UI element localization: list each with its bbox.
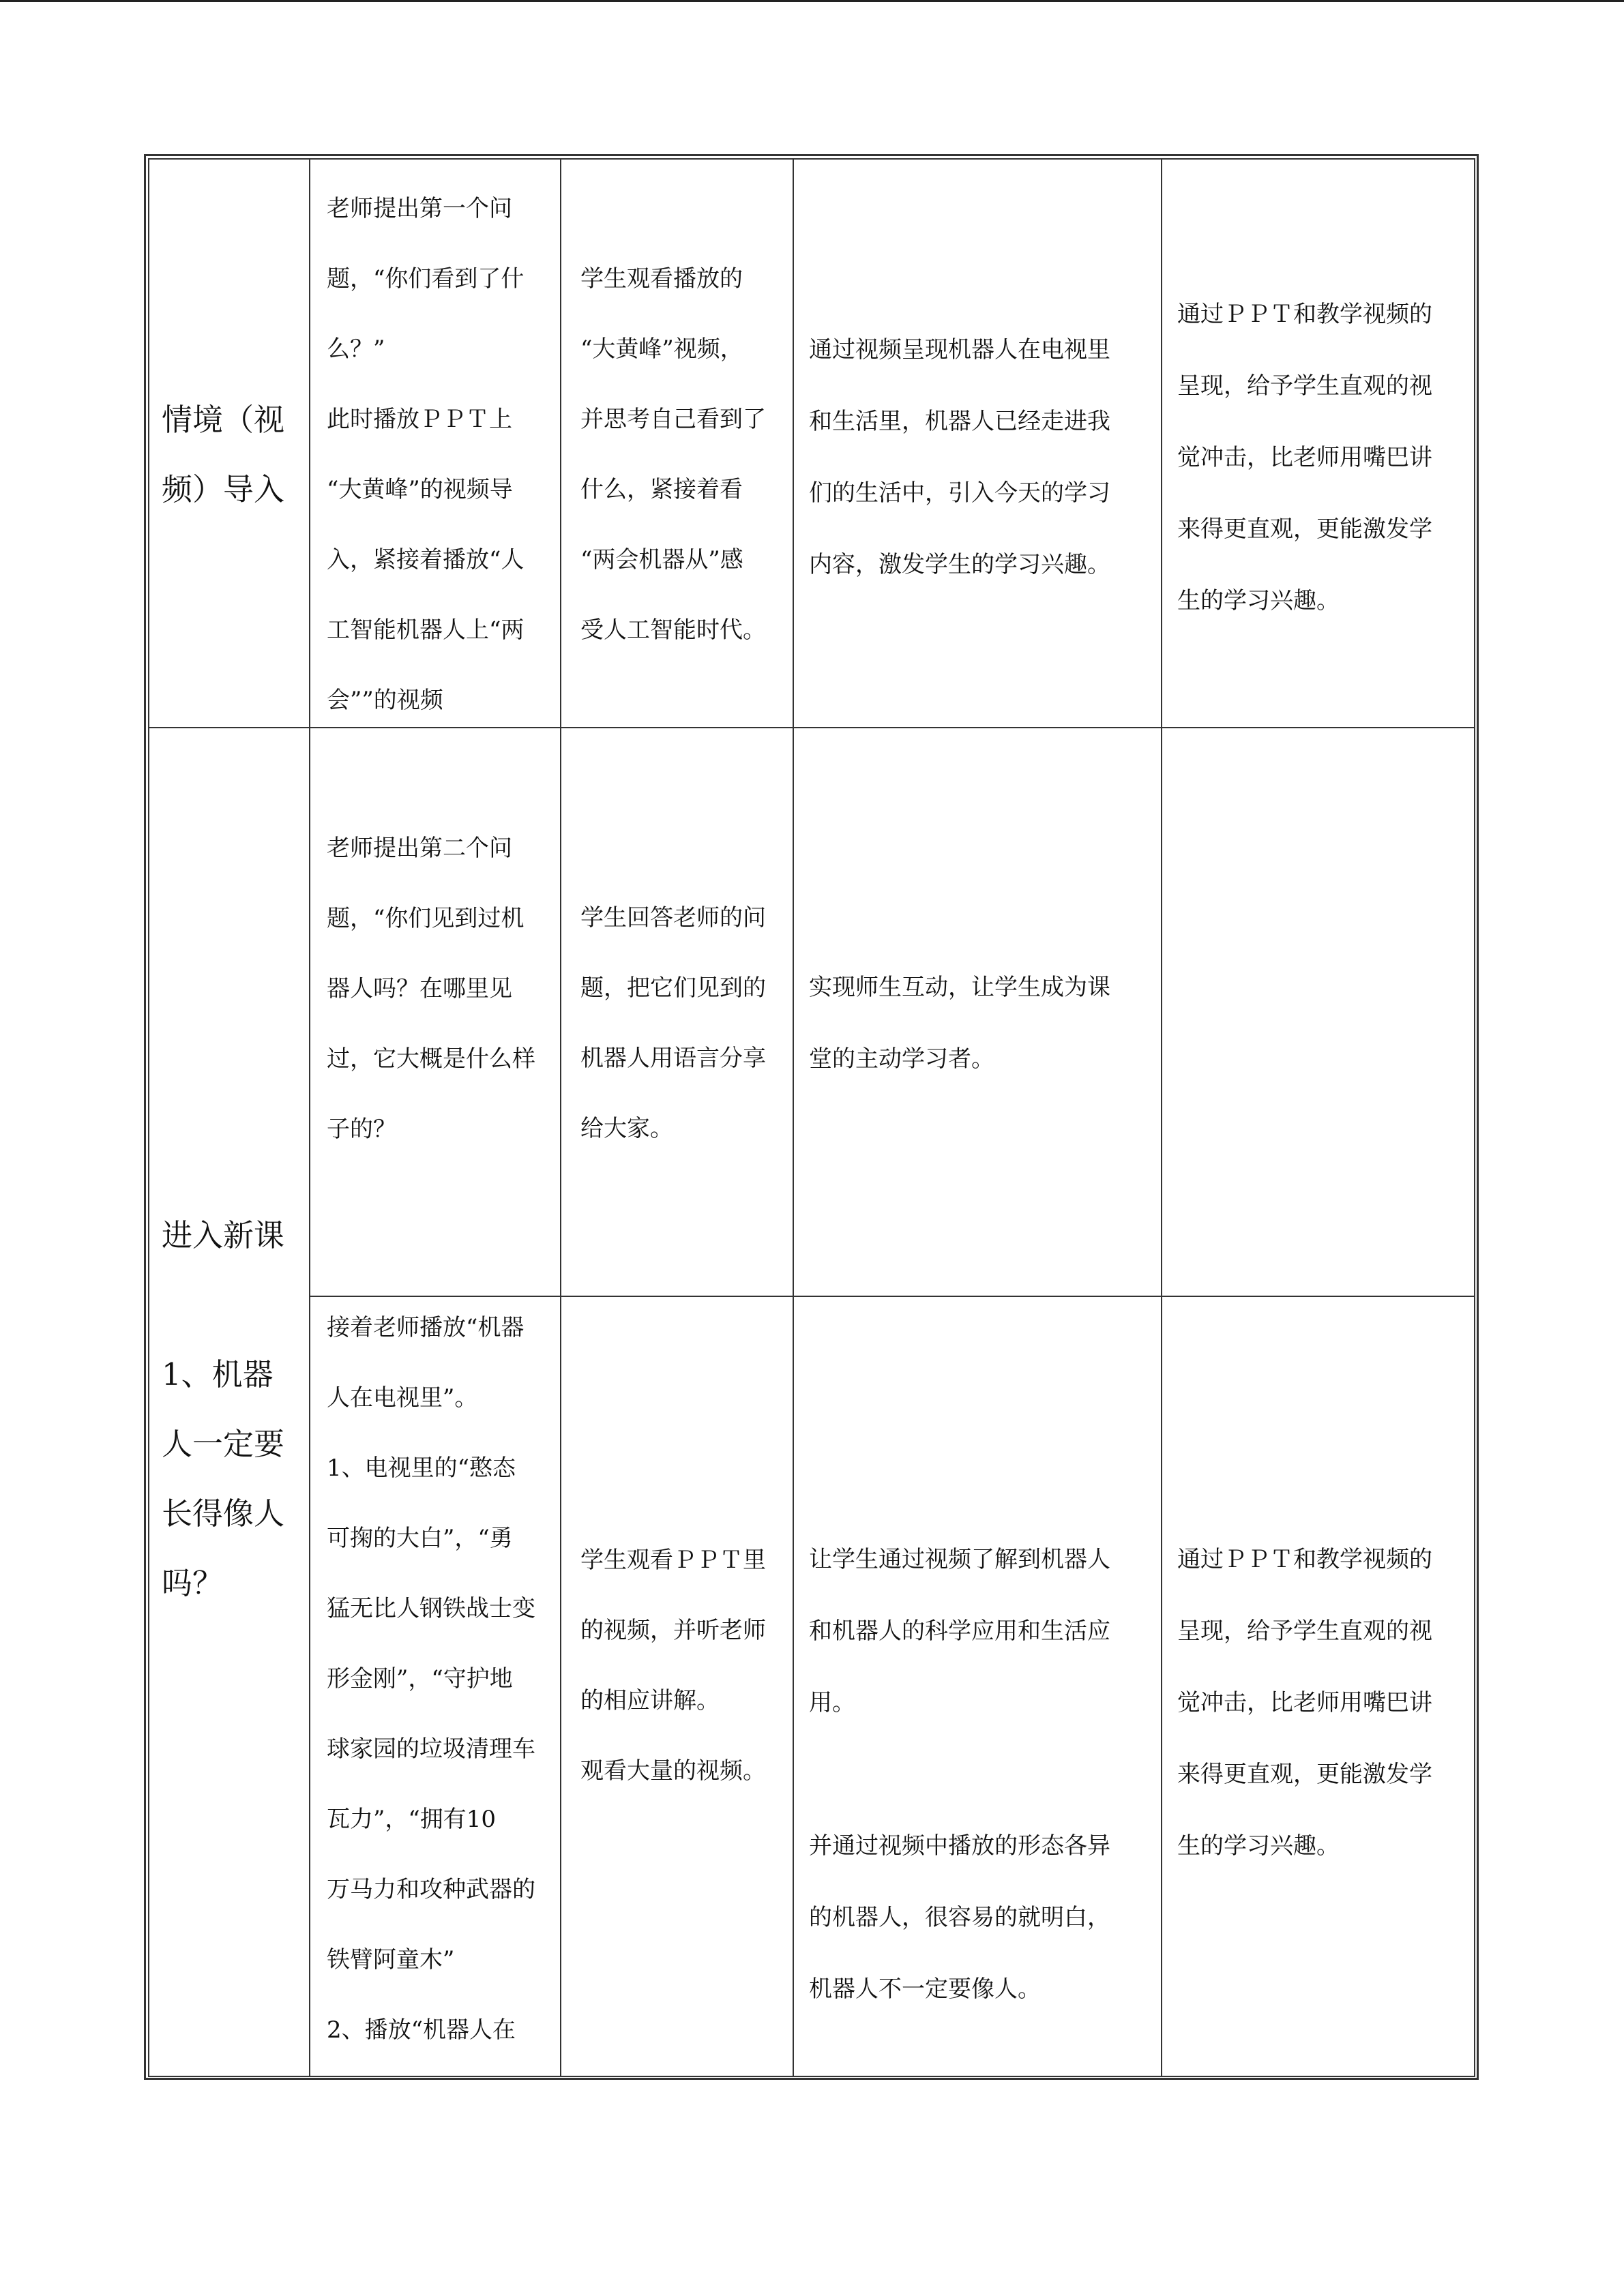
row1-stage-cell: [148, 158, 310, 728]
row1-effect-text: 通过ＰＰＴ和教学视频的 呈现，给予学生直观的视 觉冲击，比老师用嘴巴讲 来得更直观，更能激发学 生的学习兴趣。: [1177, 301, 1432, 614]
row3-teacher-cell: [309, 1296, 561, 2077]
row1-student-cell: [560, 158, 794, 728]
row1-teacher-text: 老师提出第一个问 题，“你们看到了什 么？” 此时播放ＰＰＴ上 “大黄峰”的视频导 入，紧接着播放“人 工智能机器人上“两 会””的视频: [327, 195, 525, 714]
row1-teacher-cell: [309, 158, 561, 728]
row3-student-cell: [560, 1296, 794, 2077]
page-top-border: [0, 0, 1624, 2]
row3-effect-text: 通过ＰＰＴ和教学视频的 呈现，给予学生直观的视 觉冲击，比老师用嘴巴讲 来得更直观，更能激发学 生的学习兴趣。: [1177, 1546, 1432, 1860]
row1-intent-cell: [793, 158, 1162, 728]
row3-student-text: 学生观看ＰＰＴ里 的视频，并听老师 的相应讲解。 观看大量的视频。: [580, 1547, 766, 1785]
row3-intent-text: 让学生通过视频了解到机器人 和机器人的科学应用和生活应 用。 并通过视频中播放的形态各异 的机器人，很容易的就明白， 机器人不一定要像人。: [809, 1546, 1110, 2003]
row2-student-text: 学生回答老师的问 题，把它们见到的 机器人用语言分享 给大家。: [580, 904, 766, 1142]
row2-student-cell: [560, 727, 794, 1297]
row1-effect-cell: [1161, 158, 1475, 728]
row3-effect-cell: [1161, 1296, 1475, 2077]
row3-intent-cell: [793, 1296, 1162, 2077]
row2-stage-text: 进入新课 1、机器 人一定要 长得像人 吗？: [162, 1217, 285, 1601]
row2-teacher-text: 老师提出第二个问 题，“你们见到过机 器人吗？在哪里见 过，它大概是什么样 子的？: [327, 835, 535, 1143]
row2-teacher-cell: [309, 727, 561, 1297]
row1-student-text: 学生观看播放的 “大黄峰”视频， 并思考自己看到了 什么，紧接着看 “两会机器从”感 受人工智能时代。: [580, 265, 766, 644]
row2-intent-text: 实现师生互动，让学生成为课 堂的主动学习者。: [809, 974, 1110, 1073]
row1-intent-text: 通过视频呈现机器人在电视里 和生活里，机器人已经走进我 们的生活中，引入今天的学习 内容，激发学生的学习兴趣。: [809, 336, 1110, 578]
row3-teacher-text: 接着老师播放“机器 人在电视里”。 1、电视里的“憨态 可掬的大白”，“勇 猛无比人钢铁战士变 形金刚”，“守护地 球家园的垃圾清理车 瓦力”，“拥有10 万马力和攻种武器的 铁臂阿童木” 2、播放“机器人在: [327, 1314, 535, 2044]
row2-intent-cell: [793, 727, 1162, 1297]
row1-stage-text: 情境（视 频）导入: [162, 402, 285, 507]
row2-effect-cell: [1161, 727, 1475, 1297]
row2-stage-cell: [148, 727, 310, 2077]
